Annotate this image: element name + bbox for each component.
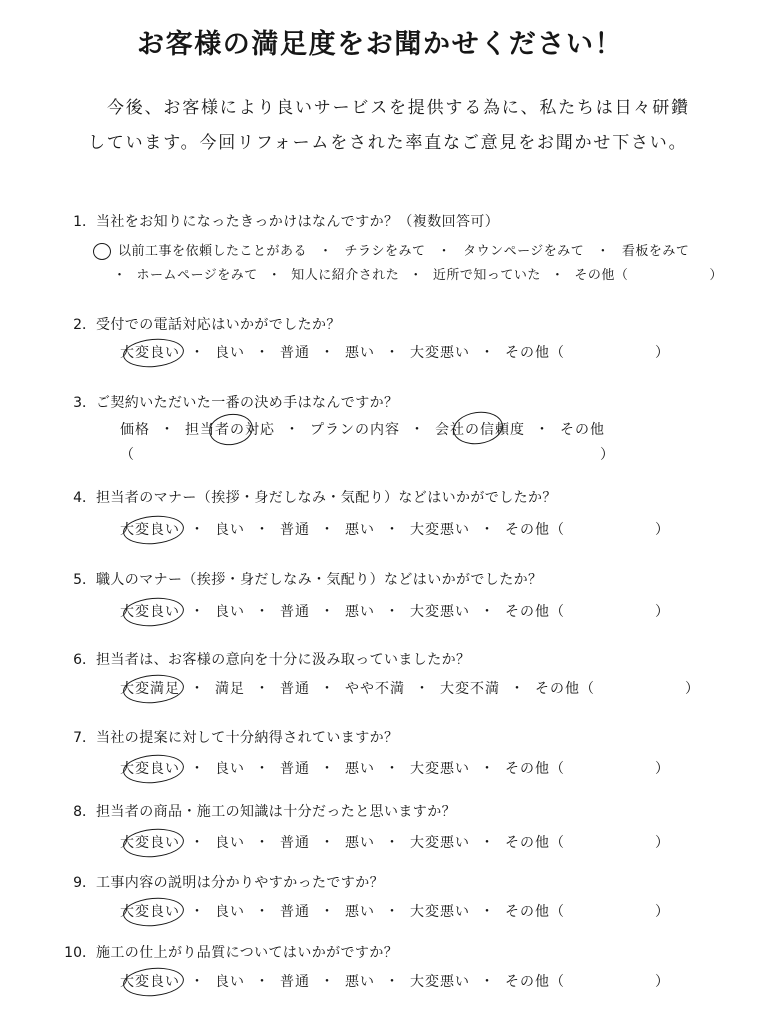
question-6 xyxy=(0,650,768,697)
answer-option: 良い xyxy=(215,522,245,538)
answer-option: 良い xyxy=(215,604,245,620)
answer-option: 悪い xyxy=(345,904,375,920)
answer-option: 会社の信頼度 xyxy=(435,420,525,440)
option-separator: ・ xyxy=(255,345,270,361)
hand-drawn-circle-mark xyxy=(122,895,185,928)
answer-option: 良い xyxy=(215,835,245,851)
question-number: 4． xyxy=(73,490,96,506)
option-separator: ・ xyxy=(320,835,335,851)
option-separator: ・ xyxy=(255,904,270,920)
answer-option: 良い xyxy=(215,345,245,361)
answer-option: 大変不満 xyxy=(440,681,500,697)
question-number: 9． xyxy=(73,875,96,891)
option-separator: ・ xyxy=(319,244,333,259)
option-separator: ・ xyxy=(190,345,205,361)
option-separator: ・ xyxy=(320,904,335,920)
option-separator: ・ xyxy=(385,522,400,538)
option-separator: ・ xyxy=(320,974,335,990)
option-separator: ・ xyxy=(190,761,205,777)
answer-options xyxy=(120,833,670,853)
question-number: 3． xyxy=(73,395,96,411)
option-separator: ・ xyxy=(190,974,205,990)
answer-option: 普通 xyxy=(280,904,310,920)
answer-option: 悪い xyxy=(345,522,375,538)
answer-options xyxy=(120,420,605,440)
hand-drawn-circle-mark xyxy=(122,513,185,546)
answer-option: 普通 xyxy=(280,761,310,777)
option-separator: ・ xyxy=(385,835,400,851)
option-separator: ・ xyxy=(385,345,400,361)
answer-option: 満足 xyxy=(215,681,245,697)
intro-line-1: 今後、お客様により良いサービスを提供する為に、私たちは日々研鑽 xyxy=(107,98,690,118)
question-text: 当社をお知りになったきっかけはなんですか？（複数回答可） xyxy=(96,214,500,230)
hand-drawn-circle-mark xyxy=(451,409,505,448)
answer-option: その他（ ） xyxy=(505,835,670,851)
option-separator: ・ xyxy=(190,835,205,851)
question-10 xyxy=(0,943,768,990)
option-separator: ・ xyxy=(320,681,335,697)
answer-options xyxy=(118,242,689,262)
answer-option: タウンページをみて xyxy=(463,244,585,259)
answer-option: その他（ ） xyxy=(505,974,670,990)
answer-options xyxy=(120,602,670,622)
question-text: 担当者の商品・施工の知識は十分だったと思いますか？ xyxy=(96,804,456,820)
option-separator: ・ xyxy=(535,422,550,438)
answer-option: 大変良い xyxy=(120,602,180,622)
option-separator: ・ xyxy=(385,974,400,990)
option-separator: ・ xyxy=(255,761,270,777)
answer-option: 大変悪い xyxy=(410,761,470,777)
option-separator: ・ xyxy=(320,761,335,777)
answer-option: 大変良い xyxy=(120,343,180,363)
answer-option: 大変良い xyxy=(120,833,180,853)
answer-option: 普通 xyxy=(280,604,310,620)
answer-option: 大変良い xyxy=(120,972,180,992)
answer-option: 知人に紹介された xyxy=(291,268,400,283)
option-separator: ・ xyxy=(480,522,495,538)
answer-option: 担当者の対応 xyxy=(185,420,275,440)
option-separator: ・ xyxy=(410,422,425,438)
question-number: 5． xyxy=(73,572,96,588)
answer-option: 大変良い xyxy=(120,759,180,779)
question-number: 10． xyxy=(64,945,96,961)
question-text: 受付での電話対応はいかがでしたか？ xyxy=(96,317,341,333)
answer-option: その他（ ） xyxy=(505,345,670,361)
answer-options xyxy=(120,972,670,992)
option-separator: ・ xyxy=(480,345,495,361)
answer-option: チラシをみて xyxy=(344,244,426,259)
answer-option: 悪い xyxy=(345,345,375,361)
option-separator: ・ xyxy=(409,268,423,283)
question-text: 当社の提案に対して十分納得されていますか？ xyxy=(96,730,399,746)
option-separator: ・ xyxy=(255,604,270,620)
option-separator: ・ xyxy=(320,522,335,538)
answer-option: その他 xyxy=(560,422,605,438)
option-separator: ・ xyxy=(480,974,495,990)
answer-option: 大変悪い xyxy=(410,345,470,361)
answer-option: 良い xyxy=(215,974,245,990)
option-separator: ・ xyxy=(596,244,610,259)
option-separator: ・ xyxy=(285,422,300,438)
answer-option: その他（ ） xyxy=(505,522,670,538)
answer-option: その他（ ） xyxy=(535,681,700,697)
answer-option: 大変悪い xyxy=(410,974,470,990)
answer-options xyxy=(120,520,670,540)
option-separator: ・ xyxy=(190,604,205,620)
option-separator: ・ xyxy=(480,604,495,620)
hand-drawn-circle-mark xyxy=(122,965,185,998)
question-2 xyxy=(0,315,768,361)
option-separator: ・ xyxy=(385,761,400,777)
answer-options xyxy=(113,266,723,286)
answer-option: その他（ ） xyxy=(505,761,670,777)
answer-option: 近所で知っていた xyxy=(432,268,541,283)
option-separator: ・ xyxy=(160,422,175,438)
question-text: 職人のマナー（挨拶・身だしなみ・気配り）などはいかがでしたか？ xyxy=(96,572,543,588)
hand-drawn-circle-mark xyxy=(93,243,111,260)
question-text: ご契約いただいた一番の決め手はなんですか？ xyxy=(96,395,399,411)
option-separator: ・ xyxy=(480,904,495,920)
option-separator: ・ xyxy=(255,974,270,990)
answer-option: ホームページをみて xyxy=(136,268,258,283)
answer-option: 普通 xyxy=(280,681,310,697)
answer-option: 大変悪い xyxy=(410,604,470,620)
answer-options xyxy=(120,759,670,779)
question-number: 2． xyxy=(73,317,96,333)
answer-options xyxy=(120,343,670,363)
answer-option: その他（ ） xyxy=(505,604,670,620)
page-title: お客様の満足度をお聞かせください！ xyxy=(137,29,624,60)
hand-drawn-circle-mark xyxy=(122,672,185,705)
other-answer-blank: （ ） xyxy=(120,447,615,463)
answer-option: その他（ ） xyxy=(574,268,723,283)
answer-options xyxy=(120,679,700,699)
option-separator: ・ xyxy=(255,835,270,851)
question-5 xyxy=(0,570,768,620)
option-separator: ・ xyxy=(190,681,205,697)
answer-option: やや不満 xyxy=(345,681,405,697)
option-separator: ・ xyxy=(267,268,282,283)
option-separator: ・ xyxy=(320,604,335,620)
hand-drawn-circle-mark xyxy=(122,752,185,785)
question-8 xyxy=(0,802,768,851)
question-number: 8． xyxy=(73,804,96,820)
option-separator: ・ xyxy=(550,268,565,283)
answer-option: 普通 xyxy=(280,835,310,851)
question-number: 6． xyxy=(73,652,96,668)
answer-option: 大変良い xyxy=(120,902,180,922)
question-3 xyxy=(0,393,768,463)
question-1 xyxy=(0,212,768,283)
option-separator: ・ xyxy=(510,681,525,697)
question-text: 施工の仕上がり品質についてはいかがですか？ xyxy=(96,945,399,961)
question-7 xyxy=(0,728,768,777)
option-separator: ・ xyxy=(190,522,205,538)
intro-line-2: しています。今回リフォームをされた率直なご意見をお聞かせ下さい。 xyxy=(88,133,688,153)
answer-option: 大変良い xyxy=(120,520,180,540)
hand-drawn-circle-mark xyxy=(207,411,255,448)
option-separator: ・ xyxy=(385,604,400,620)
option-separator: ・ xyxy=(437,244,452,259)
answer-option: 大変満足 xyxy=(120,679,180,699)
answer-option: その他（ ） xyxy=(505,904,670,920)
answer-options xyxy=(120,902,670,922)
hand-drawn-circle-mark xyxy=(122,336,185,369)
question-4 xyxy=(0,488,768,538)
answer-option: 悪い xyxy=(345,761,375,777)
answer-option: 看板をみて xyxy=(621,244,690,259)
option-separator: ・ xyxy=(255,681,270,697)
question-9 xyxy=(0,873,768,920)
answer-option: 悪い xyxy=(345,604,375,620)
answer-option: 価格 xyxy=(120,422,150,438)
answer-option: 大変悪い xyxy=(410,835,470,851)
question-number: 1． xyxy=(73,214,96,230)
option-separator: ・ xyxy=(480,835,495,851)
answer-option: プランの内容 xyxy=(310,422,400,438)
question-text: 工事内容の説明は分かりやすかったですか？ xyxy=(96,875,384,891)
answer-option: 以前工事を依頼したことがある xyxy=(118,242,307,262)
question-text: 担当者は、お客様の意向を十分に汲み取っていましたか？ xyxy=(96,652,471,668)
question-text: 担当者のマナー（挨拶・身だしなみ・気配り）などはいかがでしたか？ xyxy=(96,490,557,506)
option-separator: ・ xyxy=(385,904,400,920)
hand-drawn-circle-mark xyxy=(122,826,185,859)
hand-drawn-circle-mark xyxy=(122,595,185,628)
question-number: 7． xyxy=(73,730,96,746)
option-separator: ・ xyxy=(113,268,127,283)
answer-option: 良い xyxy=(215,904,245,920)
answer-option: 普通 xyxy=(280,974,310,990)
option-separator: ・ xyxy=(190,904,205,920)
answer-option: 悪い xyxy=(345,835,375,851)
answer-option: 大変悪い xyxy=(410,522,470,538)
answer-option: 普通 xyxy=(280,522,310,538)
answer-option: 普通 xyxy=(280,345,310,361)
option-separator: ・ xyxy=(480,761,495,777)
answer-option: 悪い xyxy=(345,974,375,990)
option-separator: ・ xyxy=(415,681,430,697)
answer-option: 大変悪い xyxy=(410,904,470,920)
answer-option: 良い xyxy=(215,761,245,777)
option-separator: ・ xyxy=(255,522,270,538)
option-separator: ・ xyxy=(320,345,335,361)
